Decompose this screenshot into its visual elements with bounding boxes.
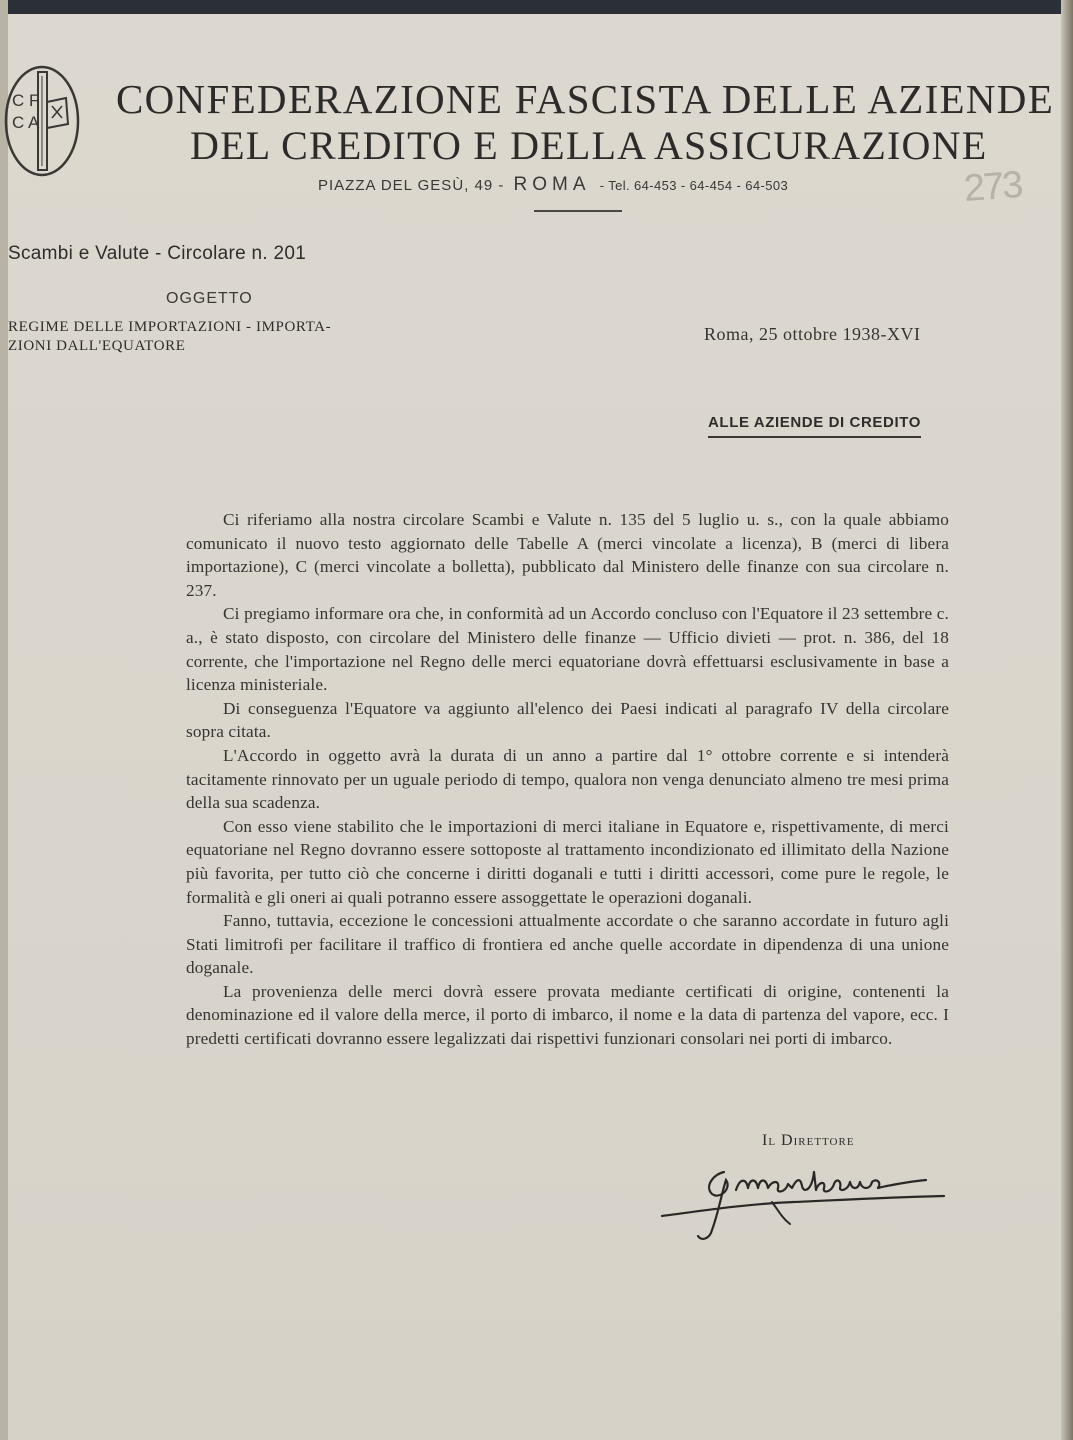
svg-text:C F: C F <box>12 91 40 110</box>
scan-left-edge <box>0 0 8 1440</box>
subject-heading: OGGETTO <box>166 290 253 307</box>
recipient: ALLE AZIENDE DI CREDITO <box>708 414 921 438</box>
letterhead-address <box>318 174 788 196</box>
body-paragraph: L'Accordo in oggetto avrà la durata di un anno a partire dal 1° ottobre corrente e si intenderà tacitamente rinnovato per un uguale periodo di tempo, qualora non venga denunciato almeno tre mesi prima della sua scadenza. <box>186 745 949 813</box>
handwritten-signature <box>654 1152 954 1252</box>
subject-line-2: ZIONI DALL'EQUATORE <box>8 338 186 354</box>
pencil-page-number: 273 <box>962 164 1023 210</box>
organization-name-line-1: CONFEDERAZIONE FASCISTA DELLE AZIENDE <box>116 76 1055 122</box>
organization-name-line-2: DEL CREDITO E DELLA ASSICURAZIONE <box>190 123 988 168</box>
signatory-title: Il Direttore <box>762 1132 855 1149</box>
address-city: ROMA <box>513 174 591 195</box>
body-paragraph: Fanno, tuttavia, eccezione le concessioni attualmente accordate o che saranno accordate in futuro agli Stati limitrofi per facilitare il traffico di frontiera ed anche quelle accordate in dipendenza di una unione doganale. <box>186 911 949 978</box>
letter-date: Roma, 25 ottobre 1938-XVI <box>704 324 921 344</box>
letter-body <box>186 508 949 1051</box>
circular-reference: Scambi e Valute - Circolare n. 201 <box>8 243 307 264</box>
scan-top-edge <box>0 0 1073 14</box>
body-paragraph: La provenienza delle merci dovrà essere provata mediante certificati di origine, contenenti la denominazione ed il valore della merce, il porto di imbarco, il nome e la data di partenza del vapore, ecc. I predetti certificati dovranno essere legalizzati dai rispettivi funzionari consolari nei porti di imbarco. <box>186 981 949 1049</box>
svg-text:C A: C A <box>12 113 40 132</box>
body-paragraph: Ci riferiamo alla nostra circolare Scambi e Valute n. 135 del 5 luglio u. s., con la quale abbiamo comunicato il nuovo testo aggiornato delle Tabelle A (merci vincolate a licenza), B (merci di libera importazione), C (merci vincolate a bolletta), pubblicato dal Ministero delle finanze con sua circolare n. 237. <box>186 510 949 600</box>
body-paragraph: Con esso viene stabilito che le importazioni di merci italiane in Equatore e, rispettivamente, di merci equatoriane nel Regno dovranno essere sottoposte al trattamento incondizionato ed illimitato della Nazione più favorita, per tutto ciò che concerne i diritti doganali e tutti i diritti accessori, come pure le regole, le formalità e gli oneri ai quali potranno essere assoggettate le operazioni doganali. <box>186 816 949 907</box>
subject-line-1: REGIME DELLE IMPORTAZIONI - IMPORTA- <box>8 319 332 335</box>
confederation-logo <box>2 62 84 180</box>
scan-right-edge <box>1061 0 1073 1440</box>
letterhead-rule <box>534 210 622 212</box>
body-paragraph: Ci pregiamo informare ora che, in conformità ad un Accordo concluso con l'Equatore il 23 settembre c. a., è stato disposto, con circolare del Ministero delle finanze — Ufficio divieti — prot. n. 386, del 18 corrente, che l'importazione nel Regno delle merci equatoriane dovrà effettuarsi esclusivamente in base a licenza ministeriale. <box>186 604 949 695</box>
address-street: PIAZZA DEL GESÙ, 49 - <box>318 177 505 194</box>
document-page <box>8 14 1061 1440</box>
subject-text <box>8 318 428 356</box>
body-paragraph: Di conseguenza l'Equatore va aggiunto all'elenco dei Paesi indicati al paragrafo IV della circolare sopra citata. <box>186 698 949 742</box>
address-telephone: - Tel. 64-453 - 64-454 - 64-503 <box>599 178 789 193</box>
